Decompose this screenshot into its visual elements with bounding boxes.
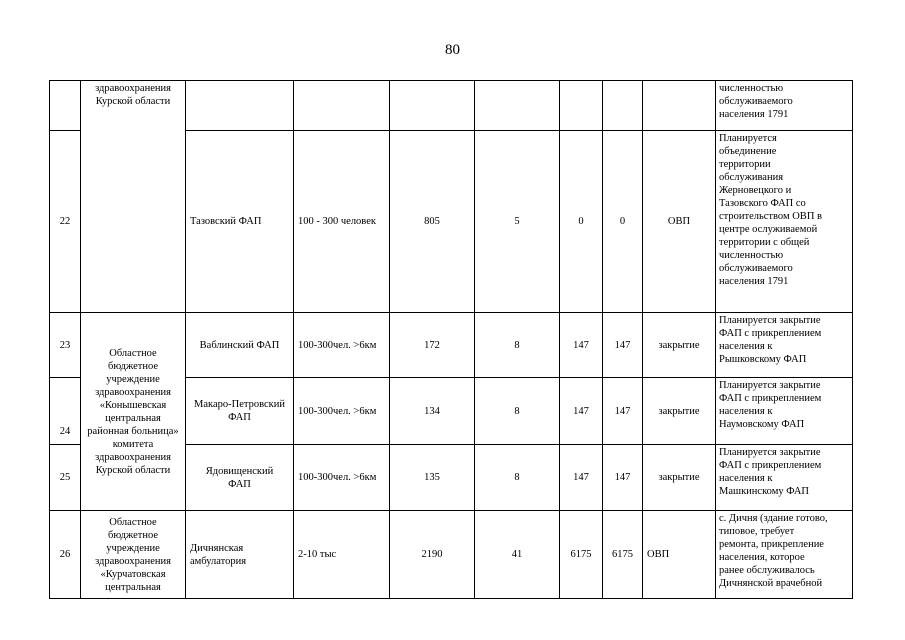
value-cell: 6175 [603, 511, 643, 599]
population-cell: 100-300чел. >6км [294, 313, 390, 378]
value-cell: 147 [560, 445, 603, 511]
facility-name: Макаро-Петровский ФАП [186, 378, 294, 445]
row-number: 25 [50, 445, 81, 511]
notes-cell: Планируется закрытие ФАП с прикреплением населения к Рышковскому ФАП [716, 313, 853, 378]
value-cell: 5 [475, 131, 560, 313]
type-cell: ОВП [643, 511, 716, 599]
page-number: 80 [445, 42, 460, 58]
population-cell: 100 - 300 человек [294, 131, 390, 313]
value-cell: 6175 [560, 511, 603, 599]
type-cell: закрытие [643, 445, 716, 511]
notes-cell: с. Дичня (здание готово, типовое, требует ремонта, прикрепление населения, которое ранее обслуживалось Дичнянской врачебной [716, 511, 853, 599]
type-cell: закрытие [643, 378, 716, 445]
facility-name: Дичнянская амбулатория [186, 511, 294, 599]
table-row [50, 313, 853, 378]
value-cell [603, 81, 643, 131]
population-cell: 100-300чел. >6км [294, 445, 390, 511]
value-cell: 147 [560, 313, 603, 378]
row-number: 26 [50, 511, 81, 599]
value-cell: 0 [560, 131, 603, 313]
value-cell: 8 [475, 313, 560, 378]
table-row [50, 511, 853, 599]
value-cell: 8 [475, 378, 560, 445]
facility-table [49, 80, 853, 599]
row-number: 24 [50, 378, 81, 445]
table-row [50, 81, 853, 131]
facility-name [186, 81, 294, 131]
value-cell [560, 81, 603, 131]
notes-cell: Планируется объединение территории обслуживания Жерновецкого и Тазовского ФАП со строительством ОВП в центре ослуживаемой территории с общей численностью обслуживаемого населения 1791 [716, 131, 853, 313]
population-cell: 100-300чел. >6км [294, 378, 390, 445]
facility-name: Тазовский ФАП [186, 131, 294, 313]
value-cell: 147 [603, 445, 643, 511]
value-cell: 8 [475, 445, 560, 511]
row-number [50, 81, 81, 131]
value-cell [390, 81, 475, 131]
value-cell: 147 [603, 313, 643, 378]
value-cell: 135 [390, 445, 475, 511]
type-cell [643, 81, 716, 131]
notes-cell: Планируется закрытие ФАП с прикреплением населения к Наумовскому ФАП [716, 378, 853, 445]
notes-cell: Планируется закрытие ФАП с прикреплением населения к Машкинскому ФАП [716, 445, 853, 511]
row-number: 23 [50, 313, 81, 378]
facility-name: Ваблинский ФАП [186, 313, 294, 378]
organization-cell: Областное бюджетное учреждение здравоохранения «Конышевская центральная районная больница» комитета здравоохранения Курской области [81, 313, 186, 511]
value-cell: 134 [390, 378, 475, 445]
value-cell: 41 [475, 511, 560, 599]
value-cell: 805 [390, 131, 475, 313]
value-cell [475, 81, 560, 131]
organization-cell: здравоохранения Курской области [81, 81, 186, 313]
organization-cell: Областное бюджетное учреждение здравоохранения «Курчатовская центральная [81, 511, 186, 599]
population-cell [294, 81, 390, 131]
notes-cell: численностью обслуживаемого населения 1791 [716, 81, 853, 131]
value-cell: 0 [603, 131, 643, 313]
value-cell: 147 [560, 378, 603, 445]
facility-name: Ядовищенский ФАП [186, 445, 294, 511]
type-cell: закрытие [643, 313, 716, 378]
value-cell: 172 [390, 313, 475, 378]
row-number: 22 [50, 131, 81, 313]
type-cell: ОВП [643, 131, 716, 313]
population-cell: 2-10 тыс [294, 511, 390, 599]
value-cell: 147 [603, 378, 643, 445]
value-cell: 2190 [390, 511, 475, 599]
